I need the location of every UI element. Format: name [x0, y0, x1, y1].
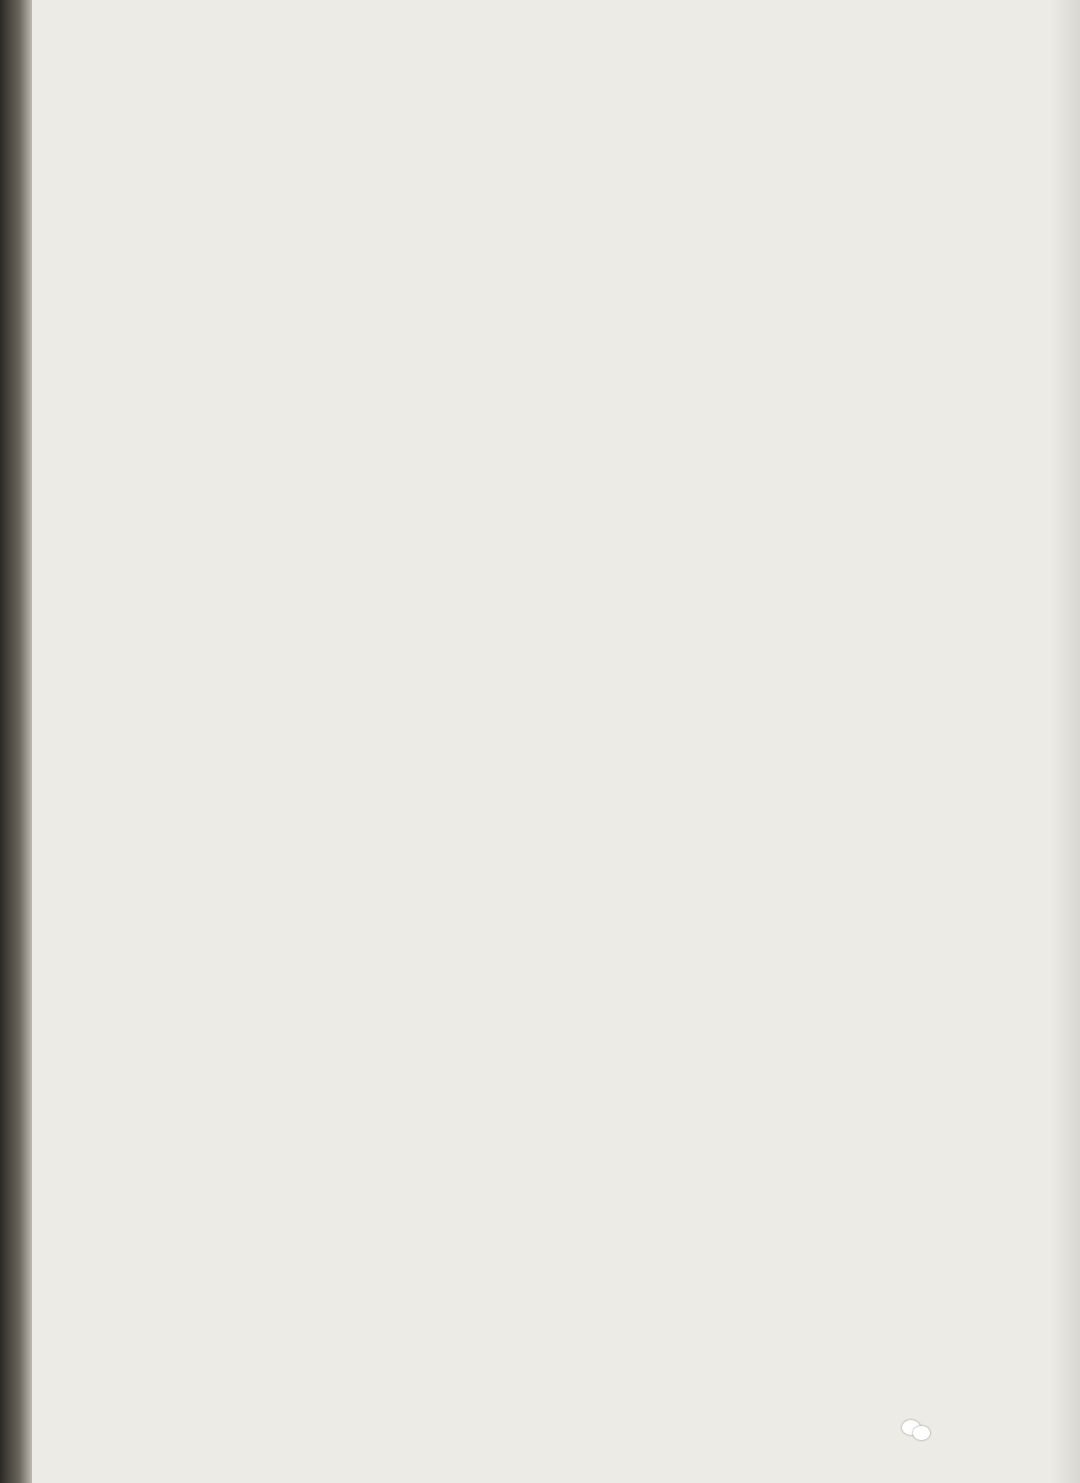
wechat-icon [902, 1418, 932, 1442]
watermark [902, 1418, 938, 1442]
